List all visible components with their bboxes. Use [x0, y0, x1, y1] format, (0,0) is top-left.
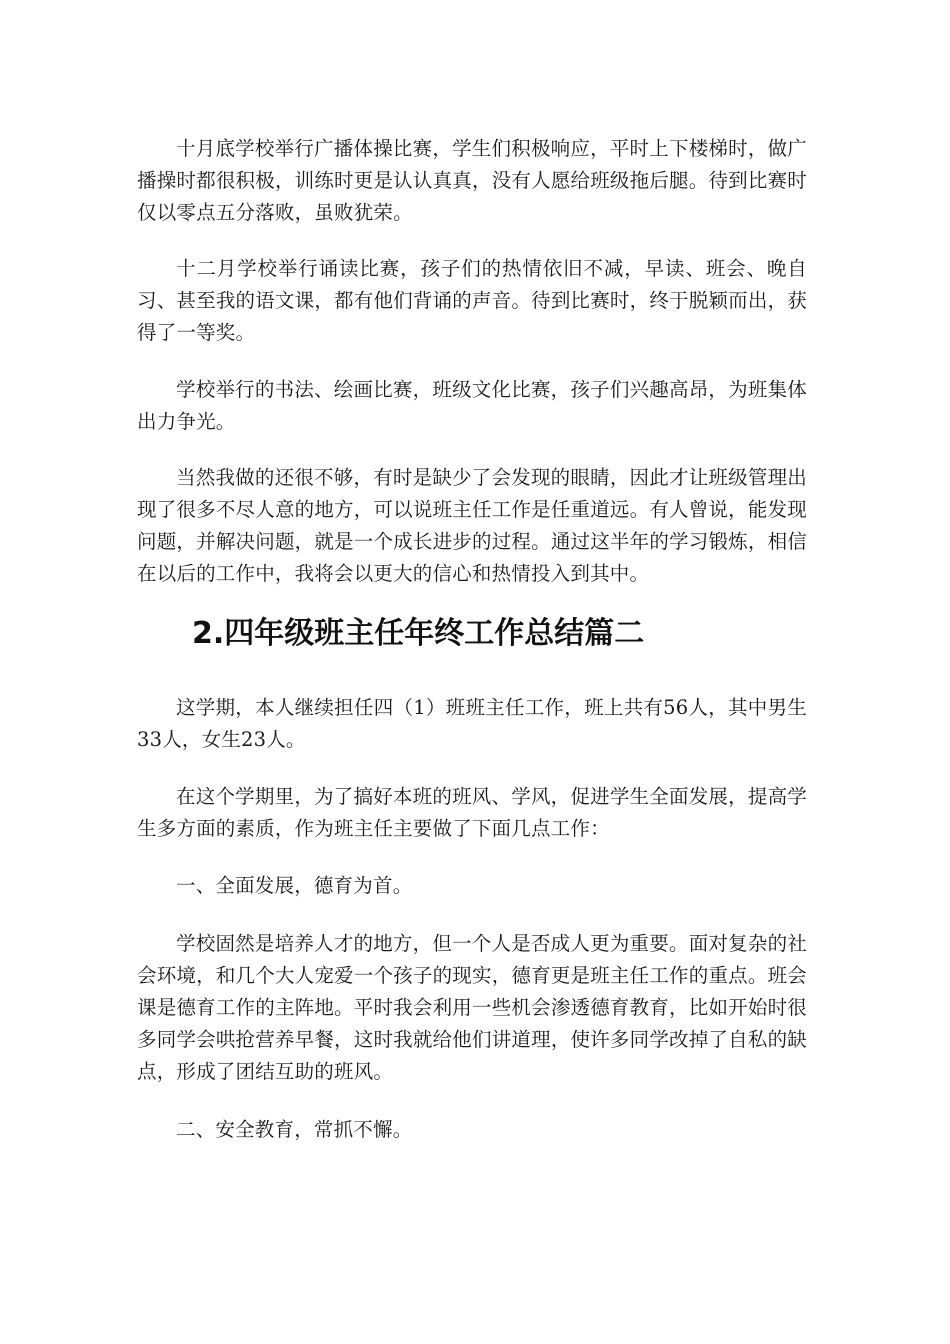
paragraph-reflection: 当然我做的还很不够，有时是缺少了会发现的眼睛，因此才让班级管理出现了很多不尽人意的地方，可以说班主任工作是任重道远。有人曾说，能发现问题，并解决问题，就是一个成长进步的过程。通过这半年的学习锻炼，相信在以后的工作中，我将会以更大的信心和热情投入到其中。 [137, 466, 807, 585]
subheading-moral-education: 一、全面发展，德育为首。 [176, 874, 413, 897]
paragraph-class-info: 这学期，本人继续担任四（1）班班主任工作，班上共有56人，其中男生33人，女生23人。 [137, 696, 807, 751]
paragraph-recitation-contest: 十二月学校举行诵读比赛，孩子们的热情依旧不减，早读、班会、晚自习、甚至我的语文课，都有他们背诵的声音。待到比赛时，终于脱颖而出，获得了一等奖。 [137, 257, 807, 344]
paragraph-broadcast-exercise: 十月底学校举行广播体操比赛，学生们积极响应，平时上下楼梯时，做广播操时都很积极，训练时更是认认真真，没有人愿给班级拖后腿。待到比赛时仅以零点五分落败，虽败犹荣。 [137, 137, 807, 224]
paragraph-moral-education: 学校固然是培养人才的地方，但一个人是否成人更为重要。面对复杂的社会环境，和几个大人宠爱一个孩子的现实，德育更是班主任工作的重点。班会课是德育工作的主阵地。平时我会利用一些机会渗透德育教育，比如开始时很多同学会哄抢营养早餐，这时我就给他们讲道理，使许多同学改掉了自私的缺点，形成了团结互助的班风。 [137, 932, 807, 1083]
paragraph-work-intro: 在这个学期里，为了搞好本班的班风、学风，促进学生全面发展，提高学生多方面的素质，作为班主任主要做了下面几点工作： [137, 785, 807, 840]
paragraph-art-contest: 学校举行的书法、绘画比赛，班级文化比赛，孩子们兴趣高昂，为班集体出力争光。 [137, 378, 807, 433]
subheading-safety-education: 二、安全教育，常抓不懈。 [176, 1118, 413, 1141]
section-heading: 2.四年级班主任年终工作总结篇二 [192, 616, 645, 651]
